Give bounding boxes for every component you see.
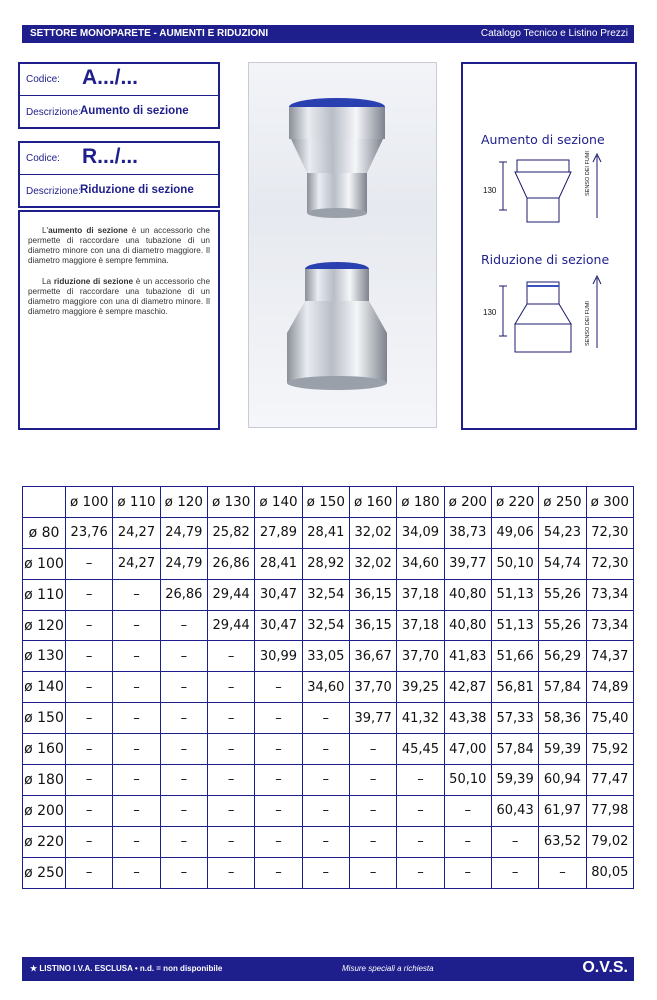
price-cell: –	[255, 857, 302, 888]
price-cell: –	[160, 795, 207, 826]
price-cell: –	[66, 548, 113, 579]
column-header: ø 120	[160, 487, 207, 518]
desc-label: Descrizione:	[26, 107, 82, 118]
price-cell: 34,60	[302, 672, 349, 703]
code-label: Codice:	[26, 153, 60, 164]
price-cell: –	[444, 857, 491, 888]
price-cell: 49,06	[491, 517, 538, 548]
price-cell: 29,44	[207, 579, 254, 610]
price-cell: 38,73	[444, 517, 491, 548]
row-header: ø 200	[23, 795, 66, 826]
price-cell: 41,32	[397, 703, 444, 734]
table-row	[23, 672, 634, 703]
price-cell: 24,27	[113, 548, 160, 579]
price-cell: –	[66, 610, 113, 641]
price-cell: 37,18	[397, 610, 444, 641]
price-cell: –	[207, 734, 254, 765]
price-cell: 39,25	[397, 672, 444, 703]
price-cell: –	[302, 795, 349, 826]
price-cell: –	[113, 579, 160, 610]
price-cell: 57,33	[491, 703, 538, 734]
column-header: ø 140	[255, 487, 302, 518]
price-cell: 39,77	[349, 703, 396, 734]
price-cell: 41,83	[444, 641, 491, 672]
table-row	[23, 826, 634, 857]
row-header: ø 140	[23, 672, 66, 703]
paragraph-riduzione	[28, 277, 210, 317]
price-cell: 54,23	[539, 517, 586, 548]
price-cell: –	[207, 641, 254, 672]
price-cell: –	[160, 672, 207, 703]
price-cell: 28,41	[255, 548, 302, 579]
price-cell: –	[397, 765, 444, 796]
price-cell: 80,05	[586, 857, 633, 888]
table-row	[23, 517, 634, 548]
price-cell: –	[66, 826, 113, 857]
price-cell: –	[160, 703, 207, 734]
column-header: ø 300	[586, 487, 633, 518]
price-cell: 37,18	[397, 579, 444, 610]
table-row	[23, 734, 634, 765]
column-header: ø 160	[349, 487, 396, 518]
price-cell: –	[397, 826, 444, 857]
price-cell: 34,09	[397, 517, 444, 548]
column-header: ø 200	[444, 487, 491, 518]
header-bar	[22, 25, 634, 43]
price-cell: 32,02	[349, 517, 396, 548]
price-cell: –	[349, 765, 396, 796]
price-cell: 75,92	[586, 734, 633, 765]
price-cell: 73,34	[586, 610, 633, 641]
price-cell: 33,05	[302, 641, 349, 672]
diagram-title-riduzione: Riduzione di sezione	[481, 252, 610, 267]
price-cell: –	[444, 795, 491, 826]
price-cell: 50,10	[444, 765, 491, 796]
price-cell: –	[349, 734, 396, 765]
price-cell: 79,02	[586, 826, 633, 857]
price-cell: 37,70	[397, 641, 444, 672]
fittings-image	[249, 63, 436, 427]
p2-post: è un accessorio che permette di raccordare una tubazione di un diametro maggiore con una di diametro minore. Il diametro maggiore è sempre maschio.	[28, 277, 210, 316]
price-cell: –	[160, 765, 207, 796]
price-cell: –	[255, 826, 302, 857]
price-cell: –	[113, 765, 160, 796]
price-cell: 59,39	[491, 765, 538, 796]
price-cell: 26,86	[160, 579, 207, 610]
column-header: ø 250	[539, 487, 586, 518]
price-cell: 59,39	[539, 734, 586, 765]
price-cell: –	[207, 795, 254, 826]
price-cell: 24,27	[113, 517, 160, 548]
price-cell: 40,80	[444, 579, 491, 610]
price-cell: 28,41	[302, 517, 349, 548]
price-cell: 30,47	[255, 610, 302, 641]
table-row	[23, 610, 634, 641]
column-header: ø 100	[66, 487, 113, 518]
price-cell: –	[255, 795, 302, 826]
column-header: ø 130	[207, 487, 254, 518]
price-cell: 43,38	[444, 703, 491, 734]
price-cell: 57,84	[539, 672, 586, 703]
row-header: ø 80	[23, 517, 66, 548]
price-cell: 56,29	[539, 641, 586, 672]
product-photo	[248, 62, 437, 428]
price-cell: 54,74	[539, 548, 586, 579]
code-label: Codice:	[26, 74, 60, 85]
row-header: ø 130	[23, 641, 66, 672]
code-value: R.../...	[82, 145, 139, 168]
price-cell: –	[66, 641, 113, 672]
footer-note: ★ LISTINO I.V.A. ESCLUSA • n.d. = non disponibile	[30, 964, 223, 973]
dimension-r: 130	[483, 308, 497, 317]
price-cell: 42,87	[444, 672, 491, 703]
row-header: ø 220	[23, 826, 66, 857]
dimension-a: 130	[483, 186, 497, 195]
price-cell: 57,84	[491, 734, 538, 765]
diagram-title-aumento: Aumento di sezione	[481, 132, 605, 147]
price-cell: 51,66	[491, 641, 538, 672]
price-cell: 36,67	[349, 641, 396, 672]
price-cell: –	[397, 857, 444, 888]
price-cell: 23,76	[66, 517, 113, 548]
price-cell: 51,13	[491, 579, 538, 610]
price-cell: –	[113, 857, 160, 888]
price-cell: –	[160, 857, 207, 888]
table-row	[23, 579, 634, 610]
price-cell: –	[444, 826, 491, 857]
price-cell: 28,92	[302, 548, 349, 579]
p1-pre: L'	[42, 226, 49, 235]
desc-value: Riduzione di sezione	[80, 184, 194, 196]
price-cell: 74,37	[586, 641, 633, 672]
price-cell: –	[66, 857, 113, 888]
price-cell: 45,45	[397, 734, 444, 765]
row-header: ø 120	[23, 610, 66, 641]
price-cell: –	[207, 857, 254, 888]
price-cell: 24,79	[160, 548, 207, 579]
price-cell: –	[491, 857, 538, 888]
price-cell: 60,43	[491, 795, 538, 826]
price-cell: –	[255, 765, 302, 796]
p2-pre: La	[42, 277, 54, 286]
brand-logo: O.V.S.	[582, 959, 628, 976]
price-cell: 29,44	[207, 610, 254, 641]
row-header: ø 100	[23, 548, 66, 579]
price-cell: –	[66, 765, 113, 796]
footer-bar	[22, 957, 634, 981]
price-cell: 63,52	[539, 826, 586, 857]
price-cell: 72,30	[586, 517, 633, 548]
price-cell: 34,60	[397, 548, 444, 579]
price-cell: 74,89	[586, 672, 633, 703]
price-cell: 72,30	[586, 548, 633, 579]
price-cell: –	[207, 826, 254, 857]
price-cell: –	[302, 703, 349, 734]
row-header: ø 180	[23, 765, 66, 796]
footer-special: Misure speciali a richiesta	[342, 964, 434, 973]
desc-value: Aumento di sezione	[80, 105, 189, 117]
price-cell: 37,70	[349, 672, 396, 703]
price-cell: –	[539, 857, 586, 888]
price-cell: –	[302, 734, 349, 765]
price-cell: 55,26	[539, 579, 586, 610]
p1-bold: aumento di sezione	[48, 226, 128, 235]
price-cell: –	[113, 826, 160, 857]
diagram-panel	[461, 62, 637, 430]
price-cell: 30,99	[255, 641, 302, 672]
price-cell: –	[491, 826, 538, 857]
row-header: ø 150	[23, 703, 66, 734]
description-panel	[18, 210, 220, 430]
price-cell: –	[113, 703, 160, 734]
price-cell: –	[66, 672, 113, 703]
price-cell: 25,82	[207, 517, 254, 548]
code-value: A.../...	[82, 66, 139, 89]
price-cell: –	[66, 734, 113, 765]
price-cell: –	[160, 641, 207, 672]
price-cell: 75,40	[586, 703, 633, 734]
table-row	[23, 641, 634, 672]
table-header-row	[23, 487, 634, 518]
code-box-riduzione	[18, 141, 220, 208]
price-cell: 73,34	[586, 579, 633, 610]
price-table	[22, 486, 634, 889]
price-cell: –	[302, 826, 349, 857]
price-cell: 36,15	[349, 610, 396, 641]
desc-label: Descrizione:	[26, 186, 82, 197]
price-cell: –	[302, 765, 349, 796]
price-cell: 36,15	[349, 579, 396, 610]
price-cell: –	[113, 610, 160, 641]
flow-direction-a: SENSO DEI FUMI	[585, 151, 591, 196]
price-cell: –	[255, 734, 302, 765]
price-cell: –	[160, 826, 207, 857]
price-cell: 58,36	[539, 703, 586, 734]
price-cell: –	[113, 672, 160, 703]
price-cell: –	[207, 672, 254, 703]
column-header: ø 220	[491, 487, 538, 518]
row-header: ø 110	[23, 579, 66, 610]
column-header: ø 110	[113, 487, 160, 518]
price-cell: 56,81	[491, 672, 538, 703]
price-cell: –	[66, 579, 113, 610]
price-cell: –	[207, 703, 254, 734]
price-cell: –	[349, 795, 396, 826]
price-cell: –	[160, 734, 207, 765]
price-cell: 77,47	[586, 765, 633, 796]
price-cell: 32,54	[302, 610, 349, 641]
price-cell: –	[113, 734, 160, 765]
price-cell: 50,10	[491, 548, 538, 579]
price-cell: –	[255, 672, 302, 703]
price-cell: 32,54	[302, 579, 349, 610]
price-cell: 39,77	[444, 548, 491, 579]
price-cell: –	[349, 857, 396, 888]
price-cell: 24,79	[160, 517, 207, 548]
column-header: ø 150	[302, 487, 349, 518]
row-header: ø 160	[23, 734, 66, 765]
table-row	[23, 548, 634, 579]
table-row	[23, 703, 634, 734]
catalog-title: Catalogo Tecnico e Listino Prezzi	[480, 28, 628, 39]
paragraph-aumento	[28, 226, 210, 266]
price-cell: –	[66, 795, 113, 826]
row-header: ø 250	[23, 857, 66, 888]
price-cell: –	[255, 703, 302, 734]
price-cell: 77,98	[586, 795, 633, 826]
table-row	[23, 795, 634, 826]
price-cell: 51,13	[491, 610, 538, 641]
column-header: ø 180	[397, 487, 444, 518]
section-title: SETTORE MONOPARETE - AUMENTI E RIDUZIONI	[30, 28, 269, 39]
price-cell: –	[66, 703, 113, 734]
table-corner	[23, 487, 66, 518]
p2-bold: riduzione di sezione	[53, 277, 134, 286]
price-cell: –	[113, 641, 160, 672]
price-cell: –	[160, 610, 207, 641]
price-cell: 26,86	[207, 548, 254, 579]
price-cell: –	[113, 795, 160, 826]
price-cell: 40,80	[444, 610, 491, 641]
price-cell: –	[302, 857, 349, 888]
p1-post: è un accessorio che permette di raccordare una tubazione di un diametro minore con una di diametro maggiore. Il diametro maggiore è sempre femmina.	[28, 226, 210, 265]
flow-direction-r: SENSO DEI FUMI	[585, 301, 591, 346]
price-cell: 47,00	[444, 734, 491, 765]
price-cell: 27,89	[255, 517, 302, 548]
price-cell: 55,26	[539, 610, 586, 641]
price-cell: 60,94	[539, 765, 586, 796]
price-cell: –	[397, 795, 444, 826]
price-cell: –	[207, 765, 254, 796]
price-cell: 30,47	[255, 579, 302, 610]
table-row	[23, 765, 634, 796]
code-box-aumento	[18, 62, 220, 129]
table-row	[23, 857, 634, 888]
price-cell: –	[349, 826, 396, 857]
price-cell: 32,02	[349, 548, 396, 579]
price-cell: 61,97	[539, 795, 586, 826]
